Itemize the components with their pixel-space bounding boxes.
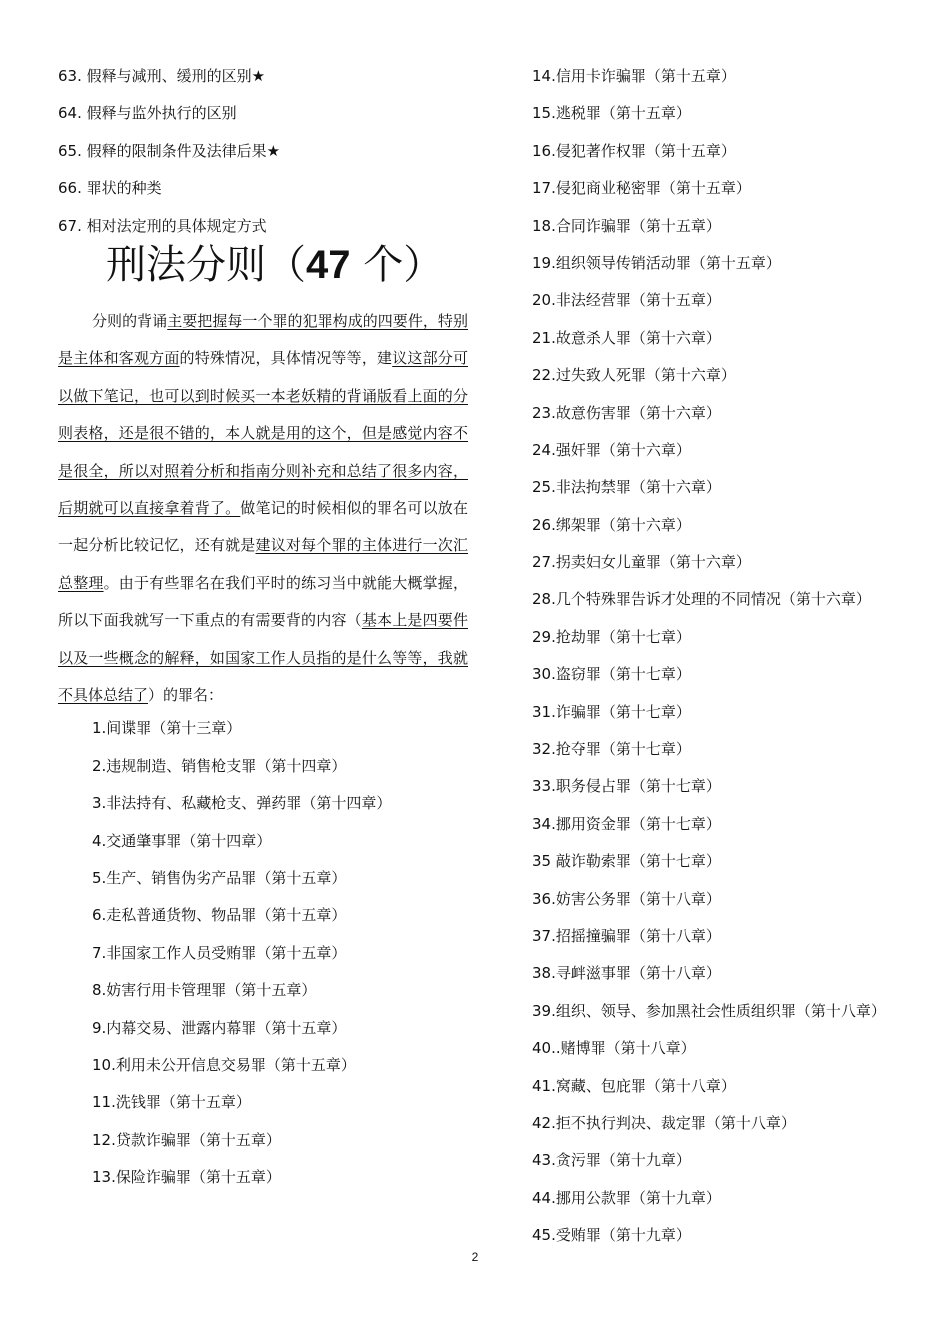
list-item: 1.间谍罪（第十三章） xyxy=(92,719,242,738)
list-item: 34.挪用资金罪（第十七章） xyxy=(532,814,721,833)
list-item: 40..赌博罪（第十八章） xyxy=(532,1039,696,1058)
list-item: 10.利用未公开信息交易罪（第十五章） xyxy=(92,1055,356,1074)
section-title: 刑法分则（47 个） xyxy=(106,241,444,288)
list-item: 36.妨害公务罪（第十八章） xyxy=(532,889,721,908)
list-item: 39.组织、领导、参加黑社会性质组织罪（第十八章） xyxy=(532,1001,886,1020)
list-item: 25.非法拘禁罪（第十六章） xyxy=(532,478,721,497)
list-item: 3.非法持有、私藏枪支、弹药罪（第十四章） xyxy=(92,794,392,813)
list-item: 27.拐卖妇女儿童罪（第十六章） xyxy=(532,553,751,572)
page-number: 2 xyxy=(471,1250,479,1264)
list-item: 12.贷款诈骗罪（第十五章） xyxy=(92,1130,281,1149)
list-item: 16.侵犯著作权罪（第十五章） xyxy=(532,141,736,160)
list-item: 9.内幕交易、泄露内幕罪（第十五章） xyxy=(92,1018,347,1037)
crime-list-left xyxy=(58,714,468,1200)
list-item: 29.抢劫罪（第十七章） xyxy=(532,627,691,646)
list-item: 66. 罪状的种类 xyxy=(58,179,162,198)
list-item: 2.违规制造、销售枪支罪（第十四章） xyxy=(92,756,347,775)
list-item: 11.洗钱罪（第十五章） xyxy=(92,1093,251,1112)
list-item: 35 敲诈勒索罪（第十七章） xyxy=(532,852,721,871)
list-item: 14.信用卡诈骗罪（第十五章） xyxy=(532,67,736,85)
list-item: 33.职务侵占罪（第十七章） xyxy=(532,777,721,796)
list-item: 41.窝藏、包庇罪（第十八章） xyxy=(532,1076,736,1095)
intro-paragraph: 分则的背诵主要把握每一个罪的犯罪构成的四要件，特别是主体和客观方面的特殊情况，具体情况等等，建议这部分可以做下笔记，也可以到时候买一本老妖精的背诵版看上面的分则表格，还是很不错的，本人就是用的这个，但是感觉内容不是很全，所以对照着分析和指南分则补充和总结了很多内容，后期就可以直接拿着背了。做笔记的时候相似的罪名可以放在一起分析比较记忆，还有就是建议对每个罪的主体进行一次汇总整理。由于有些罪名在我们平时的练习当中就能大概掌握，所以下面我就写一下重点的有需要背的内容（基本上是四要件以及一些概念的解释，如国家工作人员指的是什么等等，我就不具体总结了）的罪名： xyxy=(58,311,468,705)
list-item: 32.抢夺罪（第十七章） xyxy=(532,740,691,759)
list-item: 65. 假释的限制条件及法律后果★ xyxy=(58,141,281,160)
list-item: 42.拒不执行判决、裁定罪（第十八章） xyxy=(532,1113,796,1132)
list-item: 6.走私普通货物、物品罪（第十五章） xyxy=(92,906,347,925)
list-item: 38.寻衅滋事罪（第十八章） xyxy=(532,964,721,983)
list-item: 67. 相对法定刑的具体规定方式 xyxy=(58,216,267,235)
list-item: 24.强奸罪（第十六章） xyxy=(532,440,691,459)
list-item: 26.绑架罪（第十六章） xyxy=(532,515,691,534)
list-item: 31.诈骗罪（第十七章） xyxy=(532,702,691,721)
list-item: 30.盗窃罪（第十七章） xyxy=(532,665,691,684)
list-item: 64. 假释与监外执行的区别 xyxy=(58,104,237,123)
top-item-list xyxy=(58,62,468,249)
list-item: 28.几个特殊罪告诉才处理的不同情况（第十六章） xyxy=(532,590,871,609)
crime-list-right xyxy=(532,62,942,1259)
list-item: 13.保险诈骗罪（第十五章） xyxy=(92,1168,281,1187)
list-item: 15.逃税罪（第十五章） xyxy=(532,104,691,123)
list-item: 18.合同诈骗罪（第十五章） xyxy=(532,216,721,235)
list-item: 45.受贿罪（第十九章） xyxy=(532,1226,691,1245)
list-item: 63. 假释与减刑、缓刑的区别★ xyxy=(58,67,266,85)
left-column xyxy=(58,62,468,1201)
list-item: 23.故意伤害罪（第十六章） xyxy=(532,403,721,422)
list-item: 5.生产、销售伪劣产品罪（第十五章） xyxy=(92,868,347,887)
list-item: 19.组织领导传销活动罪（第十五章） xyxy=(532,253,781,272)
list-item: 8.妨害行用卡管理罪（第十五章） xyxy=(92,981,317,1000)
list-item: 7.非国家工作人员受贿罪（第十五章） xyxy=(92,943,347,962)
list-item: 17.侵犯商业秘密罪（第十五章） xyxy=(532,179,751,198)
list-item: 37.招摇撞骗罪（第十八章） xyxy=(532,926,721,945)
list-item: 20.非法经营罪（第十五章） xyxy=(532,291,721,310)
list-item: 44.挪用公款罪（第十九章） xyxy=(532,1188,721,1207)
list-item: 21.故意杀人罪（第十六章） xyxy=(532,328,721,347)
list-item: 4.交通肇事罪（第十四章） xyxy=(92,831,272,850)
list-item: 22.过失致人死罪（第十六章） xyxy=(532,366,736,385)
list-item: 43.贪污罪（第十九章） xyxy=(532,1151,691,1170)
